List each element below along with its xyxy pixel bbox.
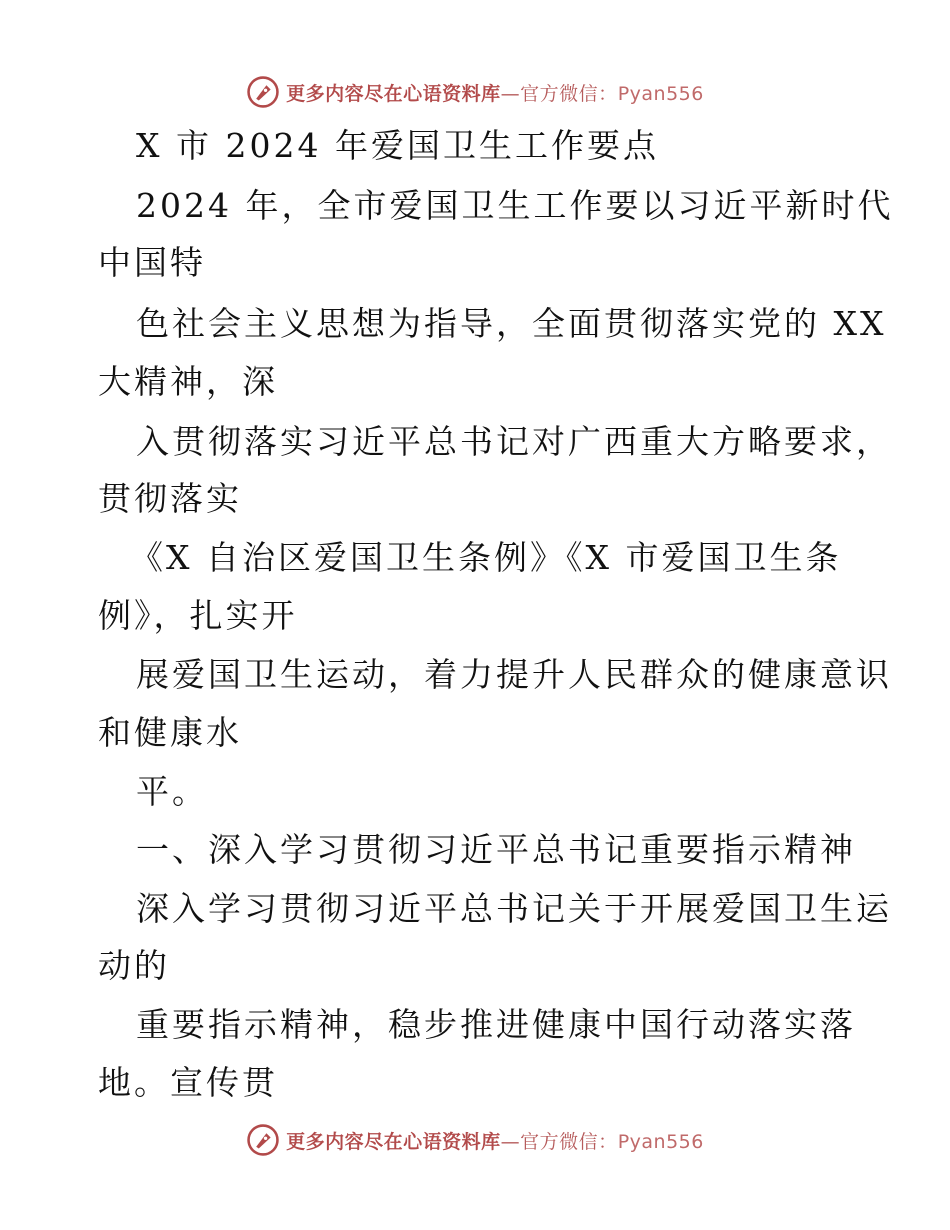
paragraph-line: 《X 自治区爱国卫生条例》《X 市爱国卫生条 — [130, 538, 842, 577]
paragraph-line: 和健康水 — [98, 713, 242, 752]
paragraph-line: 大精神，深 — [98, 362, 278, 401]
section-heading: 一、深入学习贯彻习近平总书记重要指示精神 — [136, 830, 856, 869]
document-title: X 市 2024 年爱国卫生工作要点 — [136, 126, 659, 165]
paragraph-line: 重要指示精神，稳步推进健康中国行动落实落 — [136, 1005, 856, 1044]
paragraph-line: 展爱国卫生运动，着力提升人民群众的健康意识 — [136, 655, 892, 694]
paragraph-line: 平。 — [136, 772, 208, 811]
paragraph-line: 入贯彻落实习近平总书记对广西重大方略要求， — [136, 422, 892, 461]
footer-banner — [0, 1120, 950, 1160]
paragraph-line: 地。宣传贯 — [98, 1063, 278, 1102]
banner-text: 更多内容尽在心语资料库—官方微信：Pyan556 — [286, 1130, 704, 1153]
paragraph-line: 深入学习贯彻习近平总书记关于开展爱国卫生运 — [136, 889, 892, 928]
paragraph-line: 例》，扎实开 — [98, 596, 298, 635]
pen-nib-logo-icon — [246, 1123, 280, 1157]
paragraph-line: 动的 — [98, 946, 170, 985]
banner-text: 更多内容尽在心语资料库—官方微信：Pyan556 — [286, 82, 704, 105]
paragraph-line: 2024 年，全市爱国卫生工作要以习近平新时代 — [136, 186, 894, 225]
paragraph-line: 色社会主义思想为指导，全面贯彻落实党的 XX — [136, 304, 887, 343]
paragraph-line: 贯彻落实 — [98, 479, 242, 518]
paragraph-line: 中国特 — [98, 243, 206, 282]
